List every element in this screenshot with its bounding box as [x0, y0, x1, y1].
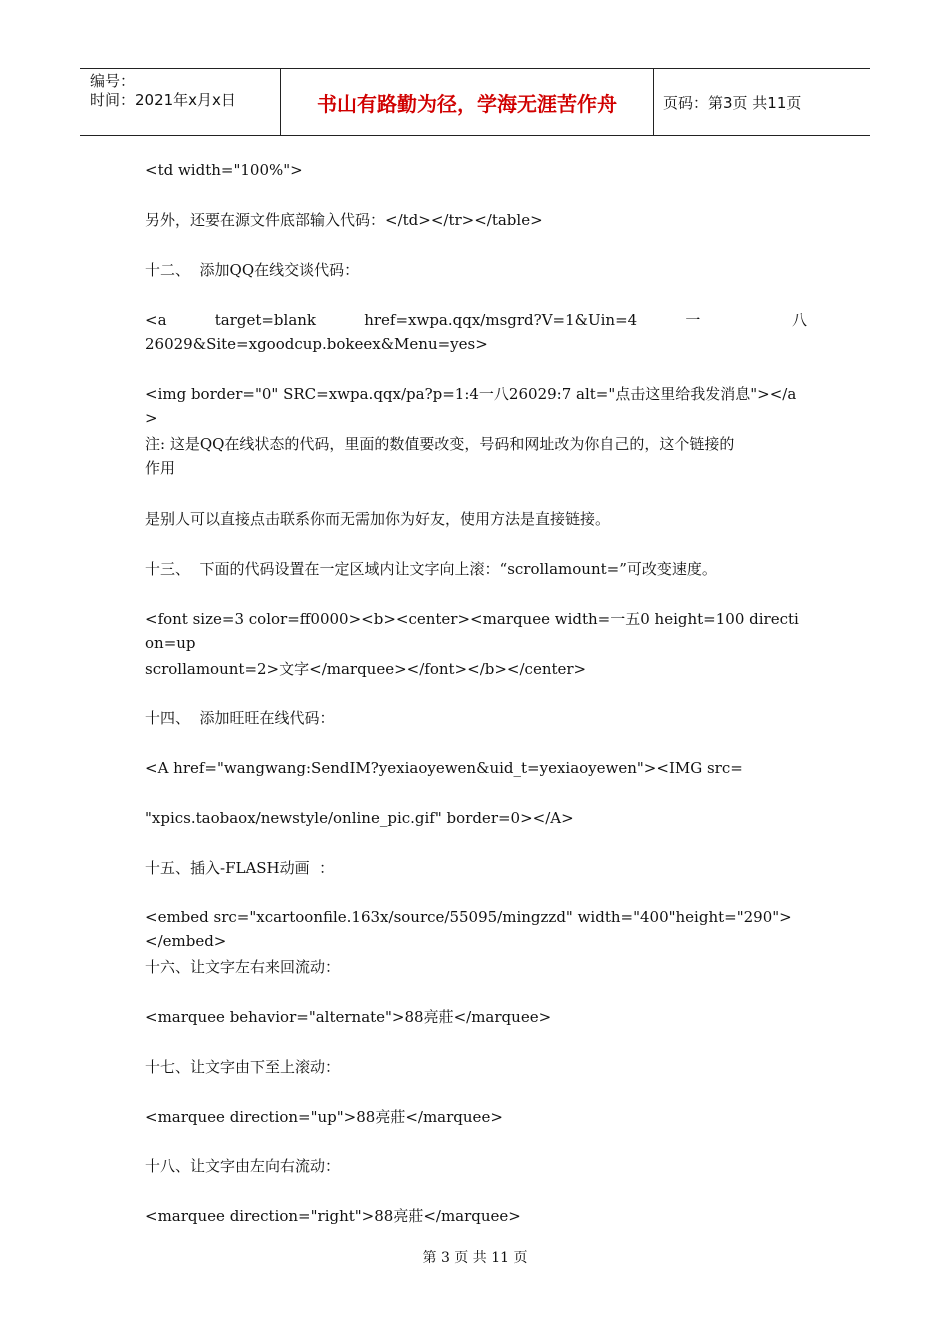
code-line: <embed src="xcartoonfile.163x/source/55095/mingzzd" width="400"height="290"></embed>: [145, 908, 792, 950]
document-date-label: 时间：2021年x月x日: [90, 91, 236, 109]
section-heading: 十五、插入-FLASH动画 ：: [145, 859, 335, 877]
section-heading: 十七、让文字由下至上滚动：: [145, 1058, 341, 1076]
note-paragraph: 注: 这是QQ在线状态的代码，里面的数值要改变，号码和网址改为你自己的，这个链接的: [145, 435, 735, 453]
code-line: <marquee behavior="alternate">88亮莊</marquee>: [145, 1008, 552, 1026]
header-motto: 书山有路勤为径，学海无涯苦作舟: [281, 69, 654, 135]
section-heading: 十四、 添加旺旺在线代码：: [145, 709, 335, 727]
document-number-label: 编号：: [90, 72, 136, 90]
code-line: <img border="0" SRC=xwpa.qqx/pa?p=1:4一八26029:7 alt="点击这里给我发消息"></a>: [145, 385, 797, 427]
paragraph: 另外，还要在源文件底部输入代码：</td></tr></table>: [145, 211, 543, 229]
note-paragraph-continued: 作用: [145, 459, 176, 477]
note-paragraph: 是别人可以直接点击联系你而无需加你为好友，使用方法是直接链接。: [145, 510, 611, 528]
code-line: <marquee direction="right">88亮莊</marquee>: [145, 1207, 521, 1225]
paragraph: <td width="100%">: [145, 161, 303, 179]
code-line: <A href="wangwang:SendIM?yexiaoyewen&uid_t=yexiaoyewen"><IMG src=: [145, 759, 743, 777]
code-line: <font size=3 color=ff0000><b><center><marquee width=一五0 height=100 direction=up: [145, 610, 799, 652]
section-heading: 十三、 下面的代码设置在一定区域内让文字向上滚：“scrollamount=”可改变速度。: [145, 560, 717, 578]
section-heading: 十二、 添加QQ在线交谈代码：: [145, 261, 360, 279]
header-page-number: 页码：第3页 共11页: [663, 93, 802, 112]
code-line: <a target=blank href=xwpa.qqx/msgrd?V=1&Uin=4 一 八: [145, 311, 807, 329]
header-info-cell: [80, 69, 281, 135]
page-header: [80, 68, 870, 136]
code-line: scrollamount=2>文字</marquee></font></b></center>: [145, 660, 587, 678]
section-heading: 十六、让文字左右来回流动：: [145, 958, 341, 976]
code-line: <marquee direction="up">88亮莊</marquee>: [145, 1108, 503, 1126]
section-heading: 十八、让文字由左向右流动：: [145, 1157, 341, 1175]
page-footer: 第 3 页 共 11 页: [422, 1250, 528, 1266]
code-line: 26029&Site=xgoodcup.bokeex&Menu=yes>: [145, 335, 488, 353]
code-line: "xpics.taobaox/newstyle/online_pic.gif" border=0></A>: [145, 809, 574, 827]
